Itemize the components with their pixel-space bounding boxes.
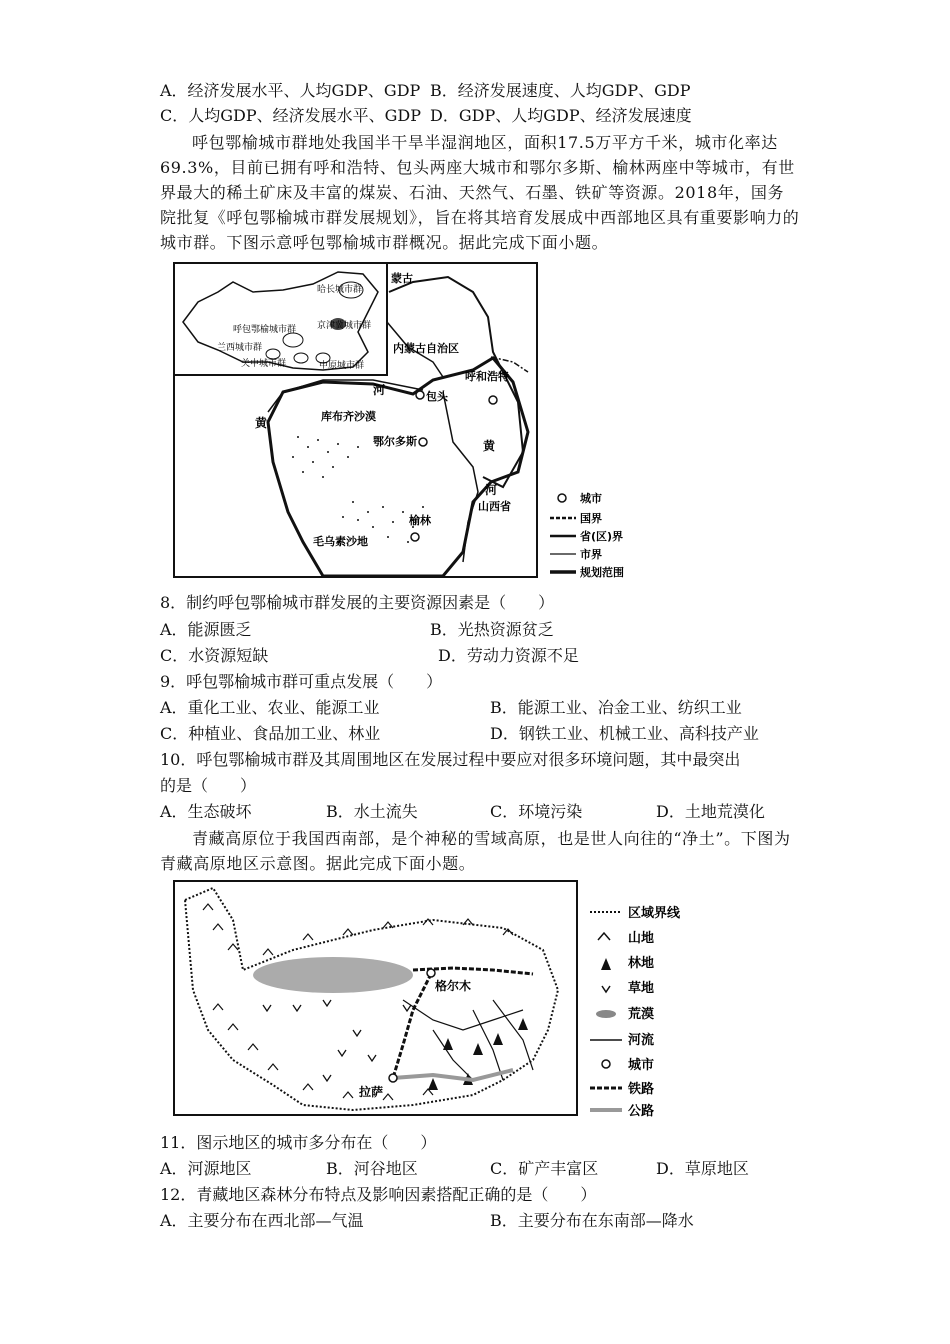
q11-option-a: A．河源地区 (160, 1159, 252, 1178)
legend-label: 山地 (628, 931, 655, 946)
city-marker-baotou (416, 391, 424, 399)
legend-label: 城市 (628, 1058, 655, 1073)
legend-forest-icon (601, 958, 611, 970)
legend-label: 省(区)界 (580, 530, 624, 543)
city-marker-golmud (427, 969, 435, 977)
legend-label: 荒漠 (628, 1007, 655, 1022)
city-marker-yulin (411, 533, 419, 541)
legend-label: 市界 (580, 548, 602, 561)
legend-label: 河流 (628, 1033, 655, 1048)
passage-qinghai-tibet: 青藏高原位于我国西南部，是个神秘的雪域高原，也是世人向往的“净土”。下图为青藏高原地区示意图。据此完成下面小题。 (160, 829, 791, 873)
q9-option-b: B．能源工业、冶金工业、纺织工业 (490, 698, 742, 717)
q7-option-a: A．经济发展水平、人均GDP、GDP (160, 81, 421, 100)
city-label: 呼和浩特 (465, 370, 509, 383)
region-label: 内蒙古自治区 (393, 342, 459, 355)
q9-option-a: A．重化工业、农业、能源工业 (160, 698, 380, 717)
q12-option-b: B．主要分布在东南部—降水 (490, 1211, 694, 1230)
q8-stem: 8．制约呼包鄂榆城市群发展的主要资源因素是（ ） (160, 593, 555, 612)
q8-option-d: D．劳动力资源不足 (438, 646, 579, 665)
city-label: 鄂尔多斯 (373, 435, 417, 448)
q10-option-c: C．环境污染 (490, 802, 583, 821)
q10-option-a: A．生态破坏 (160, 802, 252, 821)
inset-label: 京津冀城市群 (317, 321, 372, 331)
city-label: 格尔木 (435, 979, 472, 993)
legend-label: 公路 (628, 1104, 655, 1118)
q9-option-c: C．种植业、食品加工业、林业 (160, 724, 381, 743)
inset-label: 关中城市群 (241, 359, 287, 369)
map1-legend (548, 488, 638, 578)
legend-label: 草地 (628, 981, 655, 996)
q11-option-c: C．矿产丰富区 (490, 1159, 599, 1178)
inset-label: 兰西城市群 (217, 343, 263, 353)
q7-option-c: C．人均GDP、经济发展水平、GDP (160, 106, 421, 125)
legend-label: 区域界线 (628, 906, 681, 921)
desert-area (253, 957, 413, 993)
river-label: 河 (373, 383, 386, 397)
river-label: 黄 (255, 416, 268, 430)
q7-option-b: B．经济发展速度、人均GDP、GDP (430, 81, 691, 100)
q8-option-a: A．能源匮乏 (160, 620, 252, 639)
q10-option-d: D．土地荒漠化 (656, 802, 765, 821)
q7-option-d: D．GDP、人均GDP、经济发展速度 (430, 106, 692, 125)
map2-legend (588, 900, 708, 1118)
q11-stem: 11．图示地区的城市多分布在（ ） (160, 1133, 437, 1152)
city-label: 拉萨 (359, 1085, 384, 1099)
inset-label: 中原城市群 (319, 361, 365, 371)
map2-frame (174, 881, 577, 1115)
q10-stem-line1: 10．呼包鄂榆城市群及其周围地区在发展过程中要应对很多环境问题，其中最突出 (160, 750, 741, 769)
legend-city-icon (602, 1060, 610, 1068)
legend-desert-icon (596, 1010, 616, 1018)
inset-label: 呼包鄂榆城市群 (233, 325, 297, 335)
city-marker-hohhot (489, 396, 497, 404)
q11-option-b: B．河谷地区 (326, 1159, 418, 1178)
desert-label: 毛乌素沙地 (313, 535, 368, 548)
desert-label: 库布齐沙漠 (321, 410, 376, 423)
city-label: 榆林 (409, 514, 431, 527)
city-label: 包头 (426, 390, 448, 403)
legend-grass-icon (602, 986, 610, 992)
q12-stem: 12．青藏地区森林分布特点及影响因素搭配正确的是（ ） (160, 1185, 597, 1204)
river-label: 河 (485, 483, 498, 497)
hubaoeyu-map (173, 262, 538, 578)
q8-option-b: B．光热资源贫乏 (430, 620, 554, 639)
legend-label: 规划范围 (580, 566, 624, 578)
inset-label: 哈长城市群 (317, 285, 363, 295)
q8-option-c: C．水资源短缺 (160, 646, 269, 665)
legend-city-icon (558, 494, 566, 502)
river-label: 黄 (483, 439, 496, 453)
city-marker-ordos (419, 438, 427, 446)
legend-label: 林地 (628, 956, 655, 971)
legend-label: 城市 (580, 492, 602, 505)
q9-stem: 9．呼包鄂榆城市群可重点发展（ ） (160, 672, 443, 691)
qinghai-tibet-map (173, 880, 578, 1116)
q12-option-a: A．主要分布在西北部—气温 (160, 1211, 364, 1230)
q9-option-d: D．钢铁工业、机械工业、高科技产业 (490, 724, 759, 743)
q11-option-d: D．草原地区 (656, 1159, 749, 1178)
q10-stem-line2: 的是（ ） (160, 776, 257, 795)
region-label: 山西省 (478, 500, 511, 513)
legend-label: 国界 (580, 512, 602, 525)
region-label: 蒙古 (391, 272, 413, 285)
legend-label: 铁路 (628, 1082, 655, 1097)
legend-mountain-icon (598, 933, 610, 940)
q10-option-b: B．水土流失 (326, 802, 418, 821)
city-marker-lhasa (389, 1074, 397, 1082)
passage-hubaoeyu: 呼包鄂榆城市群地处我国半干旱半湿润地区，面积17.5万平方千米，城市化率达69.3%，目前已拥有呼和浩特、包头两座大城市和鄂尔多斯、榆林两座中等城市，有世界最大的稀土矿床及丰富的煤炭、石油、天然气、石墨、铁矿等资源。2018年，国务院批复《呼包鄂榆城市群发展规划》，旨在将其培育发展成中西部地区具有重要影响力的城市群。下图示意呼包鄂榆城市群概况。据此完成下面小题。 (160, 133, 800, 252)
